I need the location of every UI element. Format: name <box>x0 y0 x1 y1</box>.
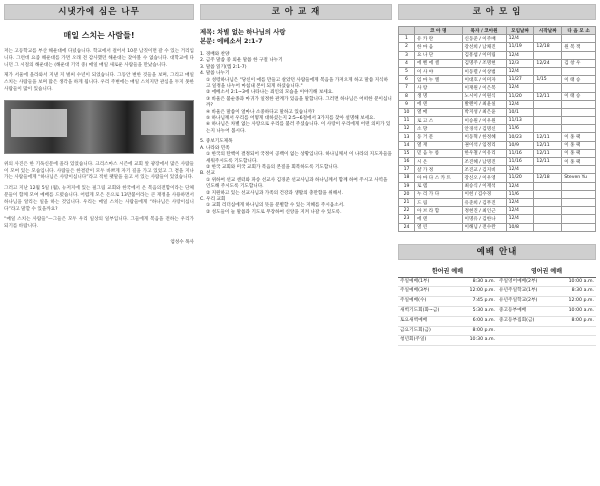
table-cell: 10/9 <box>506 141 534 149</box>
table-cell: 이승원 / 이우원 <box>462 117 506 125</box>
table-cell: 11/16 <box>506 158 534 166</box>
table-cell: 11/13 <box>506 117 534 125</box>
study-item: 1. 경배와 찬양 <box>200 52 230 57</box>
korean-service <box>398 336 497 345</box>
table-row <box>399 84 596 92</box>
table-cell: 6 <box>399 76 415 84</box>
table-cell <box>562 51 596 59</box>
service-name: 주일영어예배(2부) <box>499 278 538 284</box>
table-cell: 14 <box>399 141 415 149</box>
table-row <box>399 43 596 51</box>
service-name: 중고등부예배 <box>499 308 527 314</box>
table-cell: 누 리 가 다 <box>415 190 463 198</box>
table-cell: 12/11 <box>534 133 562 141</box>
study-passage: 본문: 에베소서 2:1-7 <box>200 37 263 45</box>
table-cell: 15 <box>399 149 415 157</box>
table-cell <box>534 84 562 92</box>
table-cell: 10/8 <box>506 223 534 231</box>
table-cell: 발렌이 / 최윤실 <box>462 100 506 108</box>
table-cell: Steven Yu <box>562 174 596 182</box>
worship-header: 예배 안내 <box>398 244 596 260</box>
table-cell: 아 마 다 스 카 트 <box>415 174 463 182</box>
table-cell: 12/3 <box>506 59 534 67</box>
table-cell: 10/1 <box>506 108 534 116</box>
table-cell: 샬 가 정 <box>415 166 463 174</box>
study-item: ④ 바울은 말씀이 얼마나 소중하다고 말하고 있습니까? <box>206 109 315 115</box>
sermon-paragraph-3: 위의 사진은 한 기독신문에 올라 있었습니다. 크리스마스 시즌에 교회 앞 광장에서 많은 사람들이 모여 있는 모습입니다. 사람들은 한결같이 모두 바쁘게 자기 길을 가고 있었고 그 곁을 지나가는 사람들에게 “하나님은 사랑이십니다”라고 적힌 팻말을 들고 서 있는 사람들이 있었습니다. <box>4 161 194 181</box>
table-cell <box>534 117 562 125</box>
table-cell: 이 홍 팩 <box>562 158 596 166</box>
table-cell: 김흥섭 / 이미림 <box>462 51 506 59</box>
table-row <box>399 117 596 125</box>
table-row <box>399 51 596 59</box>
korean-service <box>398 287 497 296</box>
english-worship-title: 영어권 예배 <box>530 267 563 275</box>
table-cell: 12/18 <box>534 174 562 182</box>
table-cell: 이동혁 / 한정혜 <box>462 133 506 141</box>
table-cell: 12/4 <box>506 207 534 215</box>
table-row <box>399 59 596 67</box>
table-cell: 11/27 <box>506 76 534 84</box>
study-item: ① 교회 리더십에게 하나님의 뜻을 분별할 수 있는 지혜를 주시옵소서. <box>206 203 345 209</box>
table-cell: 11/20 <box>506 92 534 100</box>
table-cell <box>534 198 562 206</box>
table-cell: 1/15 <box>534 76 562 84</box>
table-cell: 노시이 / 이원식 <box>462 92 506 100</box>
service-time: 10:30 a.m. <box>469 337 495 343</box>
sermon-photo <box>4 100 194 154</box>
table-cell <box>562 207 596 215</box>
table-cell: 12/4 <box>506 215 534 223</box>
table-cell: 이재원 / 이은복 <box>462 84 506 92</box>
table-cell: 요 나 단 <box>415 51 463 59</box>
study-item: 2. 금주 말씀 중 외운 말씀 한 구절 나누기 <box>200 58 283 64</box>
service-time: 10:00 a.m. <box>568 308 594 314</box>
worship-section <box>398 244 596 347</box>
study-item: ① 위하여 선교 센터와 파송 선교사 김경준 선교사님과 하나님께서 함께 하여 주시고 사역을 인도해 주시도록 기도합니다. <box>206 177 388 190</box>
study-item: A. 나라와 민족 <box>200 145 230 151</box>
english-service <box>497 327 596 336</box>
table-cell: 11/6 <box>506 190 534 198</box>
table-cell: 4 <box>399 59 415 67</box>
table-cell: 유준희 / 김무진 <box>462 198 506 206</box>
groups-table <box>398 26 596 232</box>
study-subject: 제목: 차별 없는 하나님의 사랑 <box>200 28 286 36</box>
table-row <box>399 207 596 215</box>
table-cell <box>562 190 596 198</box>
photo-sign-right <box>141 111 185 135</box>
table-row <box>399 182 596 190</box>
service-time: 7:45 p.m. <box>472 298 495 304</box>
table-row <box>399 35 596 43</box>
table-cell: 5 <box>399 67 415 75</box>
table-row <box>399 223 596 231</box>
worship-row <box>398 336 596 346</box>
table-cell <box>534 166 562 174</box>
table-cell: 9 <box>399 100 415 108</box>
study-item: C. 우리 교회 <box>200 196 226 202</box>
table-row <box>399 190 596 198</box>
table-row <box>399 149 596 157</box>
table-row <box>399 100 596 108</box>
table-cell: 12/4 <box>506 166 534 174</box>
service-name: 유년주일학교(2부) <box>499 298 538 304</box>
table-cell: 12 <box>399 125 415 133</box>
table-row <box>399 166 596 174</box>
study-item: 4. 말씀 나누기 <box>200 71 230 77</box>
sermon-signature: 엄성수 목사 <box>170 239 194 245</box>
groups-column <box>398 4 596 346</box>
study-item: ② 지원하고 있는 선교사님과 가족의 건강과 생활의 충만함을 위해서. <box>206 190 344 196</box>
column-header-study: 코 아 교 재 <box>200 4 392 20</box>
table-row <box>399 133 596 141</box>
study-item: ② 한국 교회와 미국 교회가 복음의 본질을 회복하도록 기도합니다. <box>206 164 339 170</box>
table-cell: 이 홍 팩 <box>562 133 596 141</box>
sermon-paragraph-5: “매일 스치는 사람들”—그들은 모두 우리 일상의 일부입니다. 그들에게 복음을 전하는 우리가 되기를 바랍니다. <box>4 217 194 230</box>
table-cell: 12/4 <box>506 84 534 92</box>
table-cell: 에 덴 <box>415 215 463 223</box>
table-cell: 24 <box>399 223 415 231</box>
sermon-paragraph-2: 제가 서울에 올라와서 지낸 지 벌써 수년이 되었습니다. 그동안 변한 것들을 보며, 그리고 매일 스치는 사람들을 보며 많은 생각을 하게 됩니다. 우리 주변에는 매일 스치지만 관심을 두지 못한 사람들이 많이 있습니다. <box>4 73 194 92</box>
table-cell: 12/11 <box>534 158 562 166</box>
table-cell: 에 벤 에 셀 <box>415 59 463 67</box>
sermon-column <box>4 4 194 245</box>
english-service <box>497 307 596 316</box>
table-cell: 12/24 <box>534 59 562 67</box>
sermon-paragraph-1: 저는 고등학교를 부산 해운대에 다녔습니다. 학교에서 걸어서 10분 남짓이면 갈 수 있는 거리입니다. 그런데 요즘 해운대를 가면 오래 전 감사했던 해운대는 찾아볼 수 없습니다. 대학교에 다니던 그 시절의 해운대는 (해운대 기억 중) 매일 매일 새로운 사람들을 만났습니다. <box>4 49 194 68</box>
table-cell: 생 명 <box>415 92 463 100</box>
study-item: ⑤ 하나님께서 우리를 어떻게 대하셨는지 2:5~6절에서 3가지를 찾아 설명해 보세요. <box>206 116 375 122</box>
table-cell <box>534 51 562 59</box>
table-row <box>399 215 596 223</box>
table-cell <box>534 190 562 198</box>
table-cell: 12/4 <box>506 51 534 59</box>
service-name: 새벽기도회(화~금) <box>400 308 440 314</box>
table-cell: 3 <box>399 51 415 59</box>
service-time: 8:30 a.m. <box>571 288 594 294</box>
study-item: ① 성령하나님은 "당신이 애를 만들고 살았던 사람들에게 복음을 가져오게 하고 말씀 지식하고 일정을 나누어 마침내 본이 되게 하셨습니다." <box>206 77 389 90</box>
col-no <box>399 27 415 35</box>
table-cell: 12/4 <box>506 198 534 206</box>
table-cell: 이 태 승 <box>562 92 596 100</box>
service-time: 8:00 p.m. <box>571 317 594 323</box>
table-cell: 16 <box>399 158 415 166</box>
table-cell: 2 <box>399 43 415 51</box>
service-name: 청년회(주일) <box>400 337 427 343</box>
table-cell: 박지성 / 최은윤 <box>462 108 506 116</box>
table-cell: 원 복 잭 <box>562 43 596 51</box>
table-cell: 20 <box>399 190 415 198</box>
study-column <box>200 4 392 216</box>
table-cell: 10/23 <box>506 133 534 141</box>
groups-table-body <box>399 35 596 232</box>
table-cell: 12/11 <box>534 141 562 149</box>
service-name: 금요기도회(금) <box>400 327 431 333</box>
service-time: 12:00 p.m. <box>568 298 594 304</box>
english-service <box>497 317 596 326</box>
table-cell: 신동준 / 이주배 <box>462 35 506 43</box>
english-service <box>497 278 596 287</box>
worship-rows <box>398 278 596 347</box>
study-item: B. 선교 <box>200 171 215 177</box>
worship-subheaders <box>398 266 596 278</box>
study-list <box>200 52 392 216</box>
study-item: ⑥ 하나님은 차별 없는 사랑으로 우리를 불러 주셨습니다. 이 사랑이 우리에게 어떤 의미가 있는지 나누어 봅시다. <box>206 122 391 134</box>
col-group: 코 아 명 <box>415 27 463 35</box>
korean-service <box>398 327 497 336</box>
table-row <box>399 198 596 206</box>
english-service <box>497 297 596 306</box>
table-cell: 18 <box>399 174 415 182</box>
table-row <box>399 67 596 75</box>
table-cell: 로 뎀 <box>415 182 463 190</box>
table-cell <box>562 215 596 223</box>
table-cell <box>534 207 562 215</box>
table-cell: 이해님 / 전수완 <box>462 223 506 231</box>
table-cell: 열 린 <box>415 223 463 231</box>
service-time: 5:30 a.m. <box>472 308 495 314</box>
service-name: 토요새벽예배 <box>400 317 428 323</box>
study-item: ③ 바울은 불순종과 마귀가 일정한 관계가 있음을 말합니다. 그러면 하나님은 어떠한 분이십니까? <box>206 96 392 109</box>
table-cell: 이동렬 / 이상범 <box>462 67 506 75</box>
table-cell: 이명유 / 김한나 <box>462 215 506 223</box>
table-cell: 17 <box>399 166 415 174</box>
table-cell: 사 랑 <box>415 84 463 92</box>
table-cell: 이 홍 팩 <box>562 149 596 157</box>
table-cell: 동 거 문 <box>415 133 463 141</box>
table-cell <box>534 100 562 108</box>
table-cell <box>562 117 596 125</box>
table-row <box>399 125 596 133</box>
table-cell: 12/11 <box>534 92 562 100</box>
table-cell: 8 <box>399 92 415 100</box>
table-cell: 10 <box>399 108 415 116</box>
table-cell: 11/19 <box>506 43 534 51</box>
col-meeting-date: 모임날짜 <box>506 27 534 35</box>
table-cell: 김 창 우 <box>562 59 596 67</box>
service-name: 주일예배(수) <box>400 298 427 304</box>
table-cell <box>534 35 562 43</box>
table-cell: 유 카 란 <box>415 35 463 43</box>
study-item: ② 에베소서 2:1~3에 나타나는 죄인의 모습을 이야기해 보세요. <box>206 90 334 96</box>
table-cell: 12/4 <box>506 67 534 75</box>
table-cell: 11 <box>399 117 415 125</box>
table-cell <box>534 215 562 223</box>
english-service <box>497 287 596 296</box>
photo-sign-left <box>11 109 67 137</box>
table-cell <box>534 182 562 190</box>
study-item: 3. 말씀 읽기(엡 2:1-7) <box>200 64 247 70</box>
table-cell: 22 <box>399 207 415 215</box>
table-cell: 열 재 <box>415 141 463 149</box>
sermon-paragraph-4: 그러고 지난 12월 5일 (월), 뉴저지에 있는 필그림 교회와 한국에서 온 복음의전함이라는 단체 분들이 함께 모여 예배를 드렸습니다. 어렵게 모은 돈으로 13만불이라는 큰 재정을 사용하면서 하나님을 알리는 일을 하는 것입니다. 우리는 매일 스치는 사람들에게 “하나님은 사랑이십니다”라고 말할 수 있을까요? <box>4 186 194 212</box>
table-cell: 1 <box>399 35 415 43</box>
table-cell <box>534 223 562 231</box>
table-cell: 이 태 승 <box>562 76 596 84</box>
worship-row <box>398 327 596 337</box>
groups-table-header <box>399 27 596 35</box>
korean-service <box>398 307 497 316</box>
table-row <box>399 76 596 84</box>
column-header-sermon: 시냇가에 심은 나무 <box>4 4 194 20</box>
table-cell: 12/4 <box>506 100 534 108</box>
service-time: 8:00 p.m. <box>472 327 495 333</box>
table-cell: 시 온 <box>415 158 463 166</box>
table-row <box>399 174 596 182</box>
col-next-host: 다 음 모 소 <box>562 27 596 35</box>
table-row <box>399 108 596 116</box>
table-cell: 12/11 <box>534 149 562 157</box>
service-time: 8:30 a.m. <box>472 278 495 284</box>
korean-service <box>398 278 497 287</box>
table-cell: 안경석 / 김명신 <box>462 125 506 133</box>
table-row <box>399 92 596 100</box>
study-item: ② 성도들이 늘 말씀과 기도로 무장하여 신앙을 지켜 나갈 수 있도록. <box>206 209 342 215</box>
table-cell: 이대호 / 이미자 <box>462 76 506 84</box>
table-cell: 12/4 <box>506 182 534 190</box>
study-item: ① 한국의 탄핵이 결정되어 국정이 공백이 없는 상황입니다. 하나님께서 이 나라의 지도자들을 세워주시도록 기도합니다. <box>206 152 392 164</box>
table-cell: 아 브 라 함 <box>415 207 463 215</box>
table-cell: 11/20 <box>506 174 534 182</box>
korean-service <box>398 297 497 306</box>
table-cell <box>562 125 596 133</box>
table-cell: 믿 음 누 룸 <box>415 149 463 157</box>
service-name: 중고등부집회(금) <box>499 317 535 323</box>
table-cell: 열 매 <box>415 108 463 116</box>
table-cell <box>534 108 562 116</box>
table-row <box>399 141 596 149</box>
korean-worship-title: 한어권 예배 <box>431 267 464 275</box>
table-cell: 12/4 <box>506 35 534 43</box>
table-cell <box>562 100 596 108</box>
table-cell <box>562 84 596 92</box>
table-cell <box>562 108 596 116</box>
table-cell: 조진교 / 김지비 <box>462 166 506 174</box>
table-cell: 드 림 <box>415 198 463 206</box>
table-cell: 19 <box>399 182 415 190</box>
table-cell: 11/6 <box>506 125 534 133</box>
table-cell: 이 홍 팩 <box>562 141 596 149</box>
table-cell: 21 <box>399 198 415 206</box>
table-cell <box>534 67 562 75</box>
service-time: 10:00 a.m. <box>568 278 594 284</box>
table-cell: 12/18 <box>534 43 562 51</box>
table-cell: 23 <box>399 215 415 223</box>
table-cell: 에 덴 <box>415 100 463 108</box>
service-name: 주일예배(1부) <box>400 278 430 284</box>
col-start-date: 시작날짜 <box>534 27 562 35</box>
table-cell: 이 사 야 <box>415 67 463 75</box>
table-cell <box>562 35 596 43</box>
table-cell: 7 <box>399 84 415 92</box>
table-cell: 최승식 / 이재석 <box>462 182 506 190</box>
table-cell: 13 <box>399 133 415 141</box>
service-time: 12:00 p.m. <box>469 288 495 294</box>
table-cell: 정현진 / 최인근 <box>462 207 506 215</box>
sermon-title: 매일 스치는 사람들! <box>63 31 135 40</box>
table-cell: 김명주 / 조명현 <box>462 59 506 67</box>
worship-row <box>398 307 596 317</box>
table-cell: 강신오 / 이우영 <box>462 174 506 182</box>
table-cell: 한 마 음 <box>415 43 463 51</box>
worship-row <box>398 287 596 297</box>
table-cell: 권이석 / 임정리 <box>462 141 506 149</box>
service-name: 유년주일학교(1부) <box>499 288 538 294</box>
table-cell <box>562 182 596 190</box>
korean-service <box>398 317 497 326</box>
table-row <box>399 158 596 166</box>
table-cell: 한우철 / 이유리 <box>462 149 506 157</box>
study-item: 5. 중보기도제목 <box>200 139 233 145</box>
table-cell: 강선희 / 남채진 <box>462 43 506 51</box>
table-cell <box>562 223 596 231</box>
worship-row <box>398 297 596 307</box>
table-cell: 소 망 <box>415 125 463 133</box>
table-cell: 로 고 스 <box>415 117 463 125</box>
service-time: 6:00 a.m. <box>472 317 495 323</box>
table-cell <box>562 198 596 206</box>
table-cell: 11/16 <box>506 149 534 157</box>
worship-row <box>398 317 596 327</box>
column-header-groups: 코 아 모 임 <box>398 4 596 20</box>
worship-row <box>398 278 596 288</box>
table-cell: 조진혜 / 남명진 <box>462 158 506 166</box>
table-cell: 임 마 누 엘 <box>415 76 463 84</box>
table-cell <box>534 125 562 133</box>
service-name: 주일예배(3부) <box>400 288 430 294</box>
table-cell <box>562 67 596 75</box>
table-cell: 이헌 / 김수경 <box>462 190 506 198</box>
table-cell <box>562 166 596 174</box>
english-service <box>497 336 596 345</box>
col-leader: 목자 / 코아원 <box>462 27 506 35</box>
